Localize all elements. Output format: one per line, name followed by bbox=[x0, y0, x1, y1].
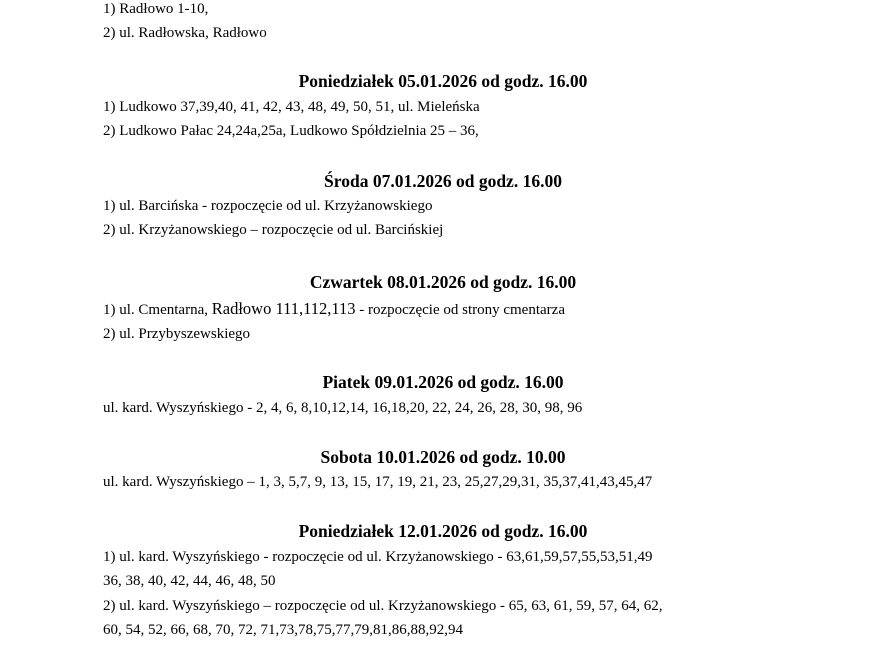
section-line: 2) ul. kard. Wyszyńskiego – rozpoczęcie od ul. Krzyżanowskiego - 65, 63, 61, 59, 57, 64, 62, bbox=[103, 598, 663, 614]
section-line: ul. kard. Wyszyńskiego – 1, 3, 5,7, 9, 13, 15, 17, 19, 21, 23, 25,27,29,31, 35,37,41,43,45,47 bbox=[103, 474, 653, 490]
top-item-1: 1) Radłowo 1-10, bbox=[103, 1, 209, 17]
section-heading-wednesday-07: Środa 07.01.2026 od godz. 16.00 bbox=[324, 171, 562, 191]
section-heading-thursday-08: Czwartek 08.01.2026 od godz. 16.00 bbox=[309, 272, 577, 292]
line-large-text: Radłowo 111,112,113 bbox=[211, 299, 356, 318]
section-line: 60, 54, 52, 66, 68, 70, 72, 71,73,78,75,77,79,81,86,88,92,94 bbox=[103, 622, 463, 638]
line-suffix: - rozpoczęcie od strony cmentarza bbox=[355, 302, 565, 318]
section-line: 36, 38, 40, 42, 44, 46, 48, 50 bbox=[103, 573, 276, 589]
section-line: 1) Ludkowo 37,39,40, 41, 42, 43, 48, 49, 50, 51, ul. Mieleńska bbox=[103, 99, 480, 115]
section-heading-friday-09: Piatek 09.01.2026 od godz. 16.00 bbox=[322, 372, 564, 392]
section-line: 2) ul. Krzyżanowskiego – rozpoczęcie od ul. Barcińskiej bbox=[103, 222, 444, 238]
line-prefix: 1) ul. Cmentarna, bbox=[103, 302, 212, 318]
section-heading-saturday-10: Sobota 10.01.2026 od godz. 10.00 bbox=[320, 447, 566, 467]
section-line: 2) ul. Przybyszewskiego bbox=[103, 326, 251, 342]
section-line: 2) Ludkowo Pałac 24,24a,25a, Ludkowo Spółdzielnia 25 – 36, bbox=[103, 123, 479, 139]
section-line: ul. kard. Wyszyńskiego - 2, 4, 6, 8,10,12,14, 16,18,20, 22, 24, 26, 28, 30, 98, 96 bbox=[103, 400, 583, 416]
section-line bbox=[103, 300, 565, 319]
top-item-2: 2) ul. Radłowska, Radłowo bbox=[103, 25, 267, 41]
section-heading-monday-05: Poniedziałek 05.01.2026 od godz. 16.00 bbox=[298, 71, 588, 91]
section-line: 1) ul. Barcińska - rozpoczęcie od ul. Krzyżanowskiego bbox=[103, 198, 433, 214]
section-heading-monday-12: Poniedziałek 12.01.2026 od godz. 16.00 bbox=[298, 521, 588, 541]
section-line: 1) ul. kard. Wyszyńskiego - rozpoczęcie od ul. Krzyżanowskiego - 63,61,59,57,55,53,51,49 bbox=[103, 549, 653, 565]
